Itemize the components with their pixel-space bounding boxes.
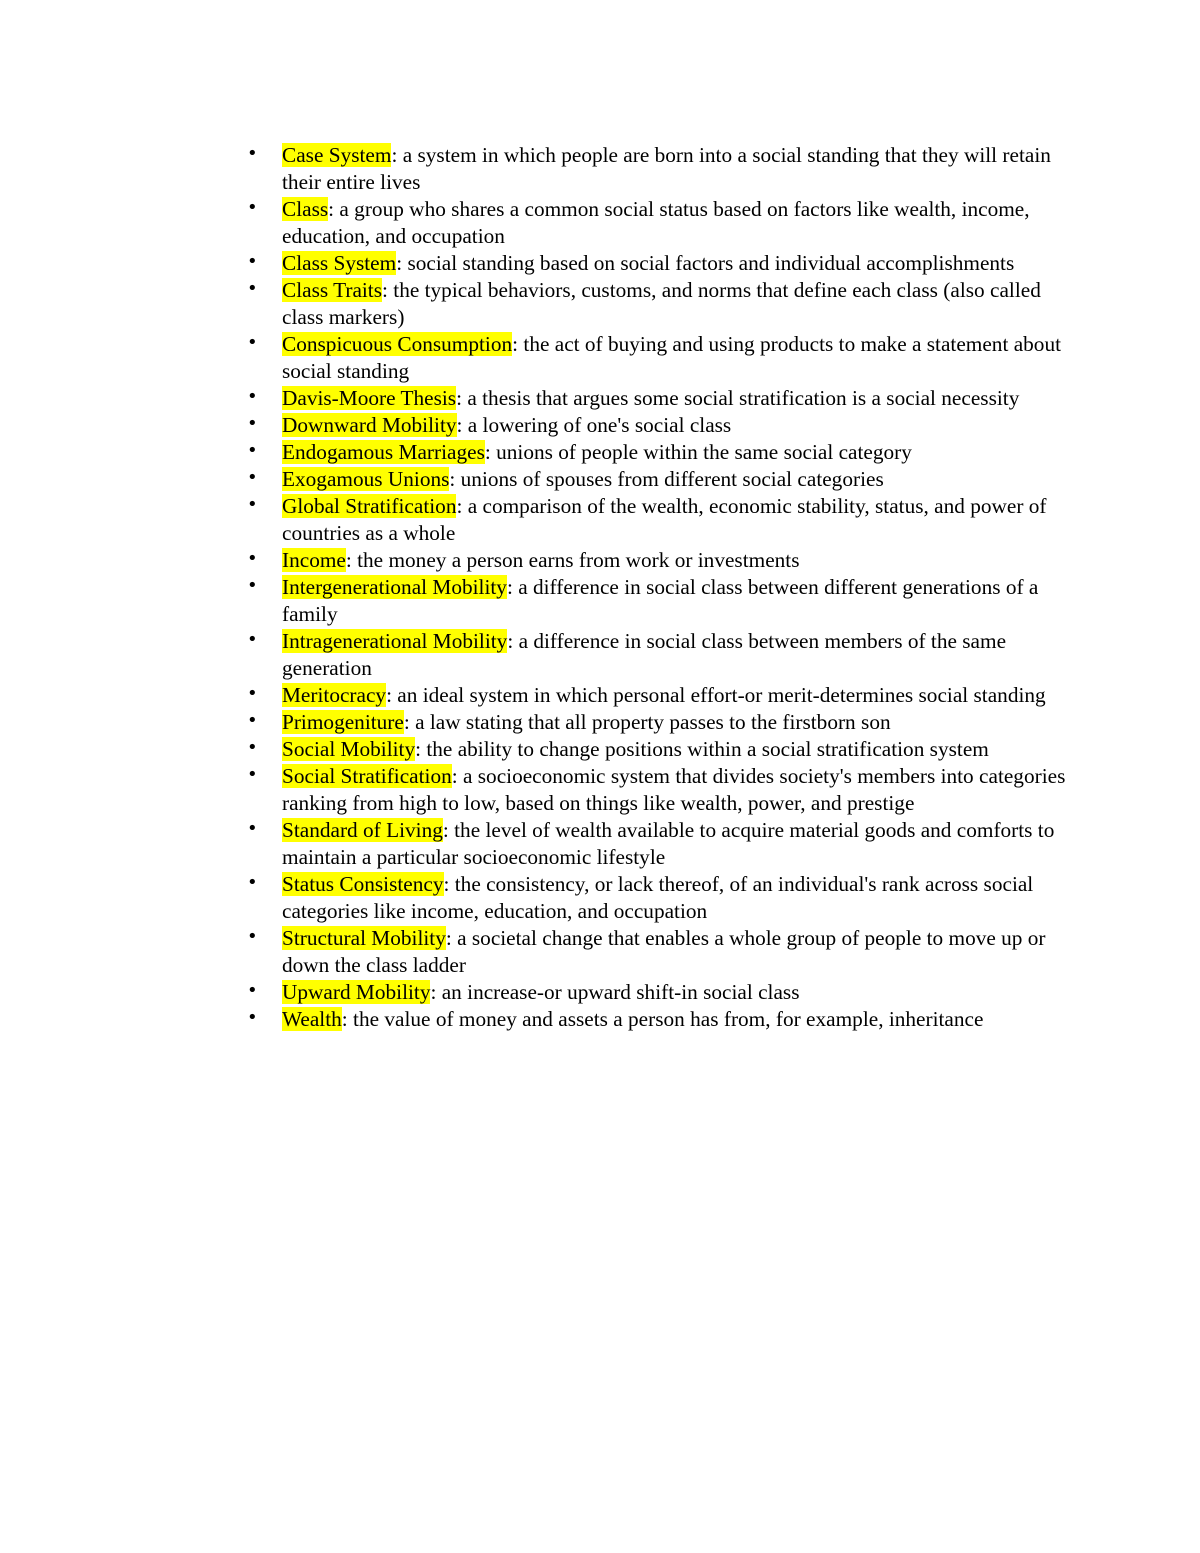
glossary-entry: [245, 439, 1075, 466]
glossary-definition: : a lowering of one's social class: [456, 413, 732, 437]
bullet-icon: •: [247, 413, 258, 434]
glossary-term: Global Stratification: [282, 494, 457, 518]
bullet-icon: •: [247, 494, 258, 515]
glossary-definition: : a difference in social class between different generations of a family: [282, 575, 1039, 626]
glossary-entry: [245, 709, 1075, 736]
bullet-icon: •: [247, 926, 258, 947]
bullet-icon: •: [247, 737, 258, 758]
glossary-term: Intergenerational Mobility: [282, 575, 507, 599]
bullet-icon: •: [247, 1007, 258, 1028]
glossary-definition: : a difference in social class between members of the same generation: [282, 629, 1007, 680]
glossary-term: Case System: [282, 143, 392, 167]
glossary-entry: [245, 466, 1075, 493]
glossary-definition: : a law stating that all property passes to the firstborn son: [403, 710, 891, 734]
glossary-term: Wealth: [282, 1007, 342, 1031]
bullet-icon: •: [247, 980, 258, 1001]
glossary-definition: : the level of wealth available to acquire material goods and comforts to maintain a particular socioeconomic lifestyle: [282, 818, 1055, 869]
bullet-icon: •: [247, 818, 258, 839]
glossary-term: Income: [282, 548, 346, 572]
glossary-entry: [245, 871, 1075, 925]
bullet-icon: •: [247, 629, 258, 650]
glossary-entry: [245, 277, 1075, 331]
bullet-icon: •: [247, 440, 258, 461]
bullet-icon: •: [247, 278, 258, 299]
glossary-entry: [245, 979, 1075, 1006]
glossary-definition: : an ideal system in which personal effort-or merit-determines social standing: [386, 683, 1046, 707]
glossary-entry: [245, 547, 1075, 574]
glossary-entry: [245, 736, 1075, 763]
glossary-entry: [245, 817, 1075, 871]
glossary-entry: [245, 250, 1075, 277]
bullet-icon: •: [247, 386, 258, 407]
glossary-definition: : a comparison of the wealth, economic stability, status, and power of countries as a whole: [282, 494, 1047, 545]
glossary-definition: : a group who shares a common social status based on factors like wealth, income, education, and occupation: [282, 197, 1030, 248]
glossary-entry: [245, 574, 1075, 628]
bullet-icon: •: [247, 251, 258, 272]
glossary-definition: : the act of buying and using products to make a statement about social standing: [282, 332, 1062, 383]
glossary-term: Intragenerational Mobility: [282, 629, 508, 653]
bullet-icon: •: [247, 548, 258, 569]
glossary-list: [245, 142, 1075, 1033]
glossary-entry: [245, 493, 1075, 547]
bullet-icon: •: [247, 332, 258, 353]
glossary-term: Class Traits: [282, 278, 383, 302]
glossary-term: Class: [282, 197, 329, 221]
glossary-term: Davis-Moore Thesis: [282, 386, 457, 410]
glossary-definition: : a system in which people are born into a social standing that they will retain their entire lives: [282, 143, 1051, 194]
glossary-entry: [245, 628, 1075, 682]
glossary-definition: : social standing based on social factors and individual accomplishments: [396, 251, 1015, 275]
glossary-term: Conspicuous Consumption: [282, 332, 513, 356]
bullet-icon: •: [247, 872, 258, 893]
glossary-definition: : a thesis that argues some social stratification is a social necessity: [456, 386, 1020, 410]
bullet-icon: •: [247, 197, 258, 218]
glossary-definition: : the consistency, or lack thereof, of an individual's rank across social categories like income, education, and occupation: [282, 872, 1034, 923]
bullet-icon: •: [247, 710, 258, 731]
glossary-entry: [245, 925, 1075, 979]
glossary-term: Status Consistency: [282, 872, 444, 896]
glossary-definition: : unions of people within the same social category: [484, 440, 912, 464]
bullet-icon: •: [247, 467, 258, 488]
glossary-term: Class System: [282, 251, 397, 275]
glossary-term: Structural Mobility: [282, 926, 446, 950]
glossary-definition: : the money a person earns from work or investments: [345, 548, 800, 572]
glossary-term: Social Mobility: [282, 737, 416, 761]
glossary-term: Social Stratification: [282, 764, 452, 788]
glossary-entry: [245, 1006, 1075, 1033]
glossary-definition: : a societal change that enables a whole group of people to move up or down the class ladder: [282, 926, 1046, 977]
glossary-term: Primogeniture: [282, 710, 404, 734]
glossary-definition: : unions of spouses from different social categories: [449, 467, 884, 491]
glossary-term: Downward Mobility: [282, 413, 457, 437]
glossary-definition: : the ability to change positions within a social stratification system: [415, 737, 989, 761]
glossary-term: Exogamous Unions: [282, 467, 450, 491]
glossary-term: Standard of Living: [282, 818, 443, 842]
bullet-icon: •: [247, 575, 258, 596]
glossary-definition: : a socioeconomic system that divides society's members into categories ranking from high to low, based on things like wealth, power, and prestige: [282, 764, 1066, 815]
glossary-entry: [245, 142, 1075, 196]
glossary-entry: [245, 331, 1075, 385]
glossary-entry: [245, 196, 1075, 250]
glossary-definition: : the value of money and assets a person has from, for example, inheritance: [341, 1007, 984, 1031]
glossary-term: Meritocracy: [282, 683, 387, 707]
bullet-icon: •: [247, 683, 258, 704]
glossary-entry: [245, 412, 1075, 439]
glossary-term: Endogamous Marriages: [282, 440, 485, 464]
glossary-definition: : the typical behaviors, customs, and norms that define each class (also called class markers): [282, 278, 1041, 329]
glossary-entry: [245, 385, 1075, 412]
glossary-entry: [245, 682, 1075, 709]
bullet-icon: •: [247, 764, 258, 785]
bullet-icon: •: [247, 143, 258, 164]
glossary-term: Upward Mobility: [282, 980, 431, 1004]
glossary-definition: : an increase-or upward shift-in social class: [430, 980, 800, 1004]
glossary-entry: [245, 763, 1075, 817]
